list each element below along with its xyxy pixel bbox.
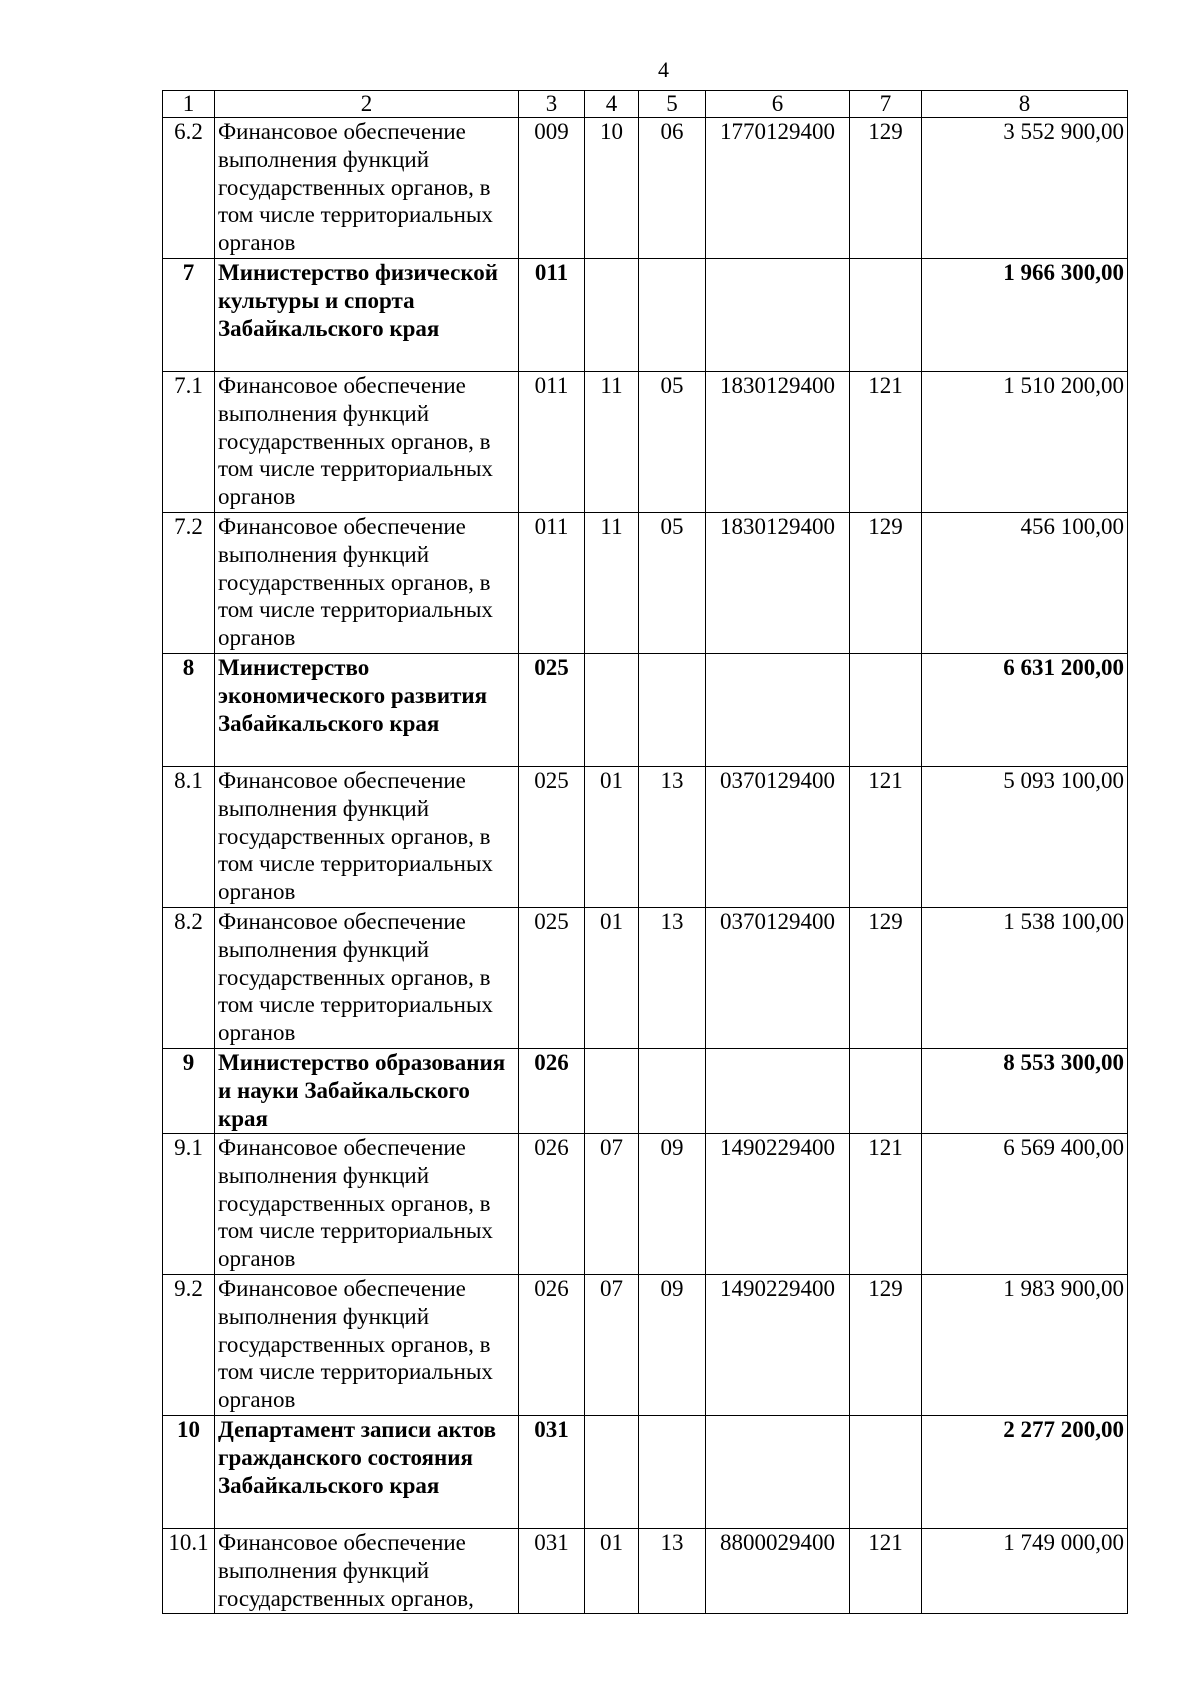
expense-type-cell: 121 (850, 372, 922, 513)
section-code-cell (585, 1049, 639, 1134)
subsection-code-cell: 13 (639, 767, 706, 908)
amount-cell: 8 553 300,00 (922, 1049, 1128, 1134)
row-number-cell: 9 (163, 1049, 215, 1134)
row-number-cell: 8 (163, 654, 215, 767)
section-code-cell: 01 (585, 908, 639, 1049)
target-article-cell: 8800029400 (706, 1529, 850, 1614)
table-row (163, 1049, 1128, 1134)
amount-cell: 2 277 200,00 (922, 1416, 1128, 1529)
subsection-code-cell (639, 1049, 706, 1134)
row-name-cell: Финансовое обеспечение выполнения функций государственных органов, (215, 1529, 519, 1614)
subsection-code-cell: 05 (639, 372, 706, 513)
row-number-cell: 7.2 (163, 513, 215, 654)
expense-type-cell: 121 (850, 1529, 922, 1614)
page-number: 4 (658, 57, 669, 82)
admin-code-cell: 011 (519, 259, 585, 372)
subsection-code-cell: 05 (639, 513, 706, 654)
expense-type-cell (850, 1049, 922, 1134)
expense-type-cell: 129 (850, 513, 922, 654)
amount-cell: 6 569 400,00 (922, 1134, 1128, 1275)
section-code-cell (585, 1416, 639, 1529)
expense-type-cell (850, 1416, 922, 1529)
subsection-code-cell: 06 (639, 118, 706, 259)
subsection-code-cell: 09 (639, 1275, 706, 1416)
header-cell: 1 (163, 91, 215, 118)
row-number-cell: 7.1 (163, 372, 215, 513)
table-row (163, 372, 1128, 513)
target-article-cell (706, 1416, 850, 1529)
section-code-cell: 11 (585, 513, 639, 654)
admin-code-cell: 026 (519, 1134, 585, 1275)
row-name-cell: Финансовое обеспечение выполнения функций государственных органов, в том числе территориальных органов (215, 1134, 519, 1275)
row-name-cell: Финансовое обеспечение выполнения функций государственных органов, в том числе территориальных органов (215, 372, 519, 513)
section-code-cell: 11 (585, 372, 639, 513)
target-article-cell: 0370129400 (706, 908, 850, 1049)
section-code-cell (585, 259, 639, 372)
section-code-cell: 10 (585, 118, 639, 259)
row-number-cell: 7 (163, 259, 215, 372)
row-name-cell: Финансовое обеспечение выполнения функций государственных органов, в том числе территориальных органов (215, 513, 519, 654)
expense-type-cell (850, 654, 922, 767)
target-article-cell (706, 654, 850, 767)
expense-type-cell: 121 (850, 767, 922, 908)
amount-cell: 1 983 900,00 (922, 1275, 1128, 1416)
table-row (163, 1416, 1128, 1529)
row-name-cell: Департамент записи актов гражданского состояния Забайкальского края (215, 1416, 519, 1529)
table-row (163, 908, 1128, 1049)
table-row (163, 767, 1128, 908)
section-code-cell: 07 (585, 1275, 639, 1416)
subsection-code-cell (639, 259, 706, 372)
subsection-code-cell: 13 (639, 1529, 706, 1614)
row-number-cell: 6.2 (163, 118, 215, 259)
target-article-cell: 1770129400 (706, 118, 850, 259)
admin-code-cell: 026 (519, 1275, 585, 1416)
admin-code-cell: 031 (519, 1529, 585, 1614)
section-code-cell: 01 (585, 767, 639, 908)
section-code-cell: 07 (585, 1134, 639, 1275)
section-code-cell: 01 (585, 1529, 639, 1614)
header-cell: 4 (585, 91, 639, 118)
amount-cell: 5 093 100,00 (922, 767, 1128, 908)
table-row (163, 1529, 1128, 1614)
admin-code-cell: 009 (519, 118, 585, 259)
table-row (163, 1134, 1128, 1275)
row-number-cell: 9.2 (163, 1275, 215, 1416)
amount-cell: 6 631 200,00 (922, 654, 1128, 767)
admin-code-cell: 011 (519, 372, 585, 513)
row-number-cell: 10 (163, 1416, 215, 1529)
table-row (163, 513, 1128, 654)
target-article-cell: 1830129400 (706, 513, 850, 654)
table-row (163, 654, 1128, 767)
header-cell: 2 (215, 91, 519, 118)
amount-cell: 1 510 200,00 (922, 372, 1128, 513)
header-cell: 3 (519, 91, 585, 118)
admin-code-cell: 025 (519, 654, 585, 767)
target-article-cell (706, 259, 850, 372)
table-row (163, 1275, 1128, 1416)
target-article-cell (706, 1049, 850, 1134)
amount-cell: 456 100,00 (922, 513, 1128, 654)
admin-code-cell: 026 (519, 1049, 585, 1134)
row-name-cell: Министерство экономического развития Забайкальского края (215, 654, 519, 767)
subsection-code-cell (639, 654, 706, 767)
amount-cell: 1 749 000,00 (922, 1529, 1128, 1614)
target-article-cell: 1490229400 (706, 1275, 850, 1416)
header-cell: 7 (850, 91, 922, 118)
expense-type-cell: 129 (850, 118, 922, 259)
header-cell: 6 (706, 91, 850, 118)
row-name-cell: Финансовое обеспечение выполнения функций государственных органов, в том числе территориальных органов (215, 908, 519, 1049)
admin-code-cell: 025 (519, 767, 585, 908)
table-header-row (163, 91, 1128, 118)
budget-table (162, 90, 1128, 1614)
header-cell: 5 (639, 91, 706, 118)
expense-type-cell: 129 (850, 1275, 922, 1416)
amount-cell: 3 552 900,00 (922, 118, 1128, 259)
row-name-cell: Финансовое обеспечение выполнения функций государственных органов, в том числе территориальных органов (215, 118, 519, 259)
table-row (163, 259, 1128, 372)
row-name-cell: Министерство физической культуры и спорта Забайкальского края (215, 259, 519, 372)
table-row (163, 118, 1128, 259)
row-number-cell: 9.1 (163, 1134, 215, 1275)
section-code-cell (585, 654, 639, 767)
subsection-code-cell: 13 (639, 908, 706, 1049)
row-number-cell: 10.1 (163, 1529, 215, 1614)
admin-code-cell: 025 (519, 908, 585, 1049)
expense-type-cell: 121 (850, 1134, 922, 1275)
row-name-cell: Финансовое обеспечение выполнения функций государственных органов, в том числе территориальных органов (215, 767, 519, 908)
expense-type-cell (850, 259, 922, 372)
header-cell: 8 (922, 91, 1128, 118)
admin-code-cell: 011 (519, 513, 585, 654)
target-article-cell: 1830129400 (706, 372, 850, 513)
row-name-cell: Финансовое обеспечение выполнения функций государственных органов, в том числе территориальных органов (215, 1275, 519, 1416)
subsection-code-cell: 09 (639, 1134, 706, 1275)
target-article-cell: 1490229400 (706, 1134, 850, 1275)
admin-code-cell: 031 (519, 1416, 585, 1529)
row-number-cell: 8.1 (163, 767, 215, 908)
subsection-code-cell (639, 1416, 706, 1529)
amount-cell: 1 966 300,00 (922, 259, 1128, 372)
row-name-cell: Министерство образования и науки Забайкальского края (215, 1049, 519, 1134)
target-article-cell: 0370129400 (706, 767, 850, 908)
amount-cell: 1 538 100,00 (922, 908, 1128, 1049)
expense-type-cell: 129 (850, 908, 922, 1049)
row-number-cell: 8.2 (163, 908, 215, 1049)
